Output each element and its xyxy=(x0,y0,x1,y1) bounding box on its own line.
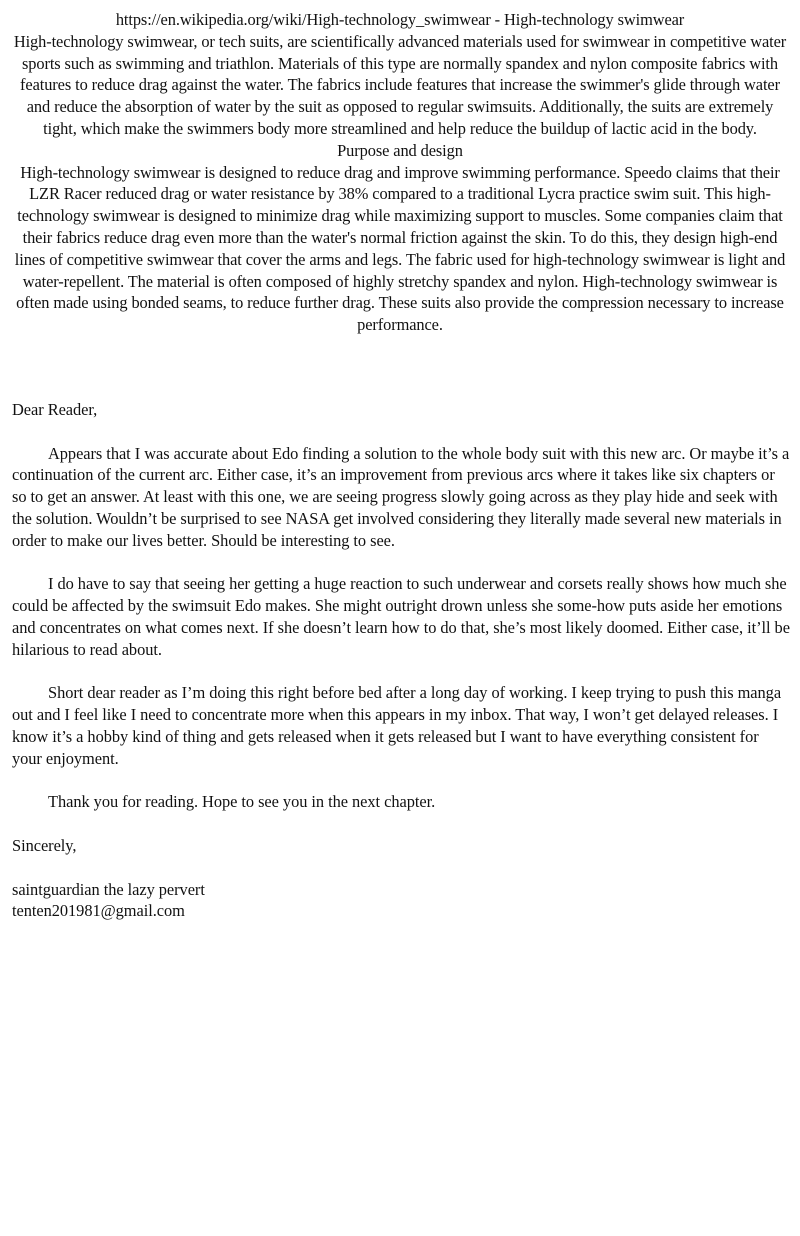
section-heading: Purpose and design xyxy=(337,140,463,160)
letter-paragraph: Appears that I was accurate about Edo finding a solution to the whole body suit with this new arc. Or maybe it’s a continuation of the current arc. Either case, it’s an improvement from previous arcs where it takes like six chapters or so to get an answer. At least with this one, we are seeing progress slowly going across as they play hide and seek with the solution. Wouldn’t be surprised to see NASA get involved considering they literally made several new materials in order to make our lives better. Should be interesting to see. xyxy=(12,443,790,550)
wiki-excerpt xyxy=(12,9,788,336)
letter-paragraph: Short dear reader as I’m doing this right before bed after a long day of working. I keep trying to push this manga out and I feel like I need to concentrate more when this appears in my inbox. That way, I won’t get delayed releases. I know it’s a hobby kind of thing and gets released when it gets released but I want to have everything consistent for your enjoyment. xyxy=(12,683,782,768)
signature-email: tenten201981@gmail.com xyxy=(12,901,185,921)
letter xyxy=(12,399,790,922)
salutation: Dear Reader, xyxy=(12,400,98,419)
wiki-intro: High-technology swimwear, or tech suits, are scientifically advanced materials used for swimwear in competitive water sports such as swimming and triathlon. Materials of this type are normally spandex and nylon composite fabrics with features to reduce drag against the water. The fabrics include features that increase the swimmer's glide through water and reduce the absorption of water by the suit as opposed to regular swimsuits. Additionally, the suits are extremely tight, which make the swimmers body more streamlined and help reduce the buildup of lactic acid in the body. xyxy=(13,31,787,138)
source-line: https://en.wikipedia.org/wiki/High-technology_swimwear - High-technology swimwear xyxy=(115,10,685,29)
closing: Sincerely, xyxy=(12,835,77,855)
signature-name: saintguardian the lazy pervert xyxy=(12,879,205,899)
letter-paragraph: I do have to say that seeing her getting a huge reaction to such underwear and corsets really shows how much she could be affected by the swimsuit Edo makes. She might outright drown unless she some-how puts aside her emotions and concentrates on what comes next. If she doesn’t learn how to do that, she’s most likely doomed. Either case, it’ll be hilarious to read about. xyxy=(12,574,790,659)
letter-paragraph: Thank you for reading. Hope to see you in the next chapter. xyxy=(48,792,436,812)
section-body: High-technology swimwear is designed to reduce drag and improve swimming performance. Speedo claims that their LZR Racer reduced drag or water resistance by 38% compared to a traditional Lycra practice swim suit. This high-technology swimwear is designed to minimize drag while maximizing support to muscles. Some companies claim that their fabrics reduce drag even more than the water's normal friction against the skin. To do this, they design high-end lines of competitive swimwear that cover the arms and legs. The fabric used for high-technology swimwear is light and water-repellent. The material is often composed of highly stretchy spandex and nylon. High-technology swimwear is often made using bonded seams, to reduce further drag. These suits also provide the compression necessary to increase performance. xyxy=(14,162,786,335)
